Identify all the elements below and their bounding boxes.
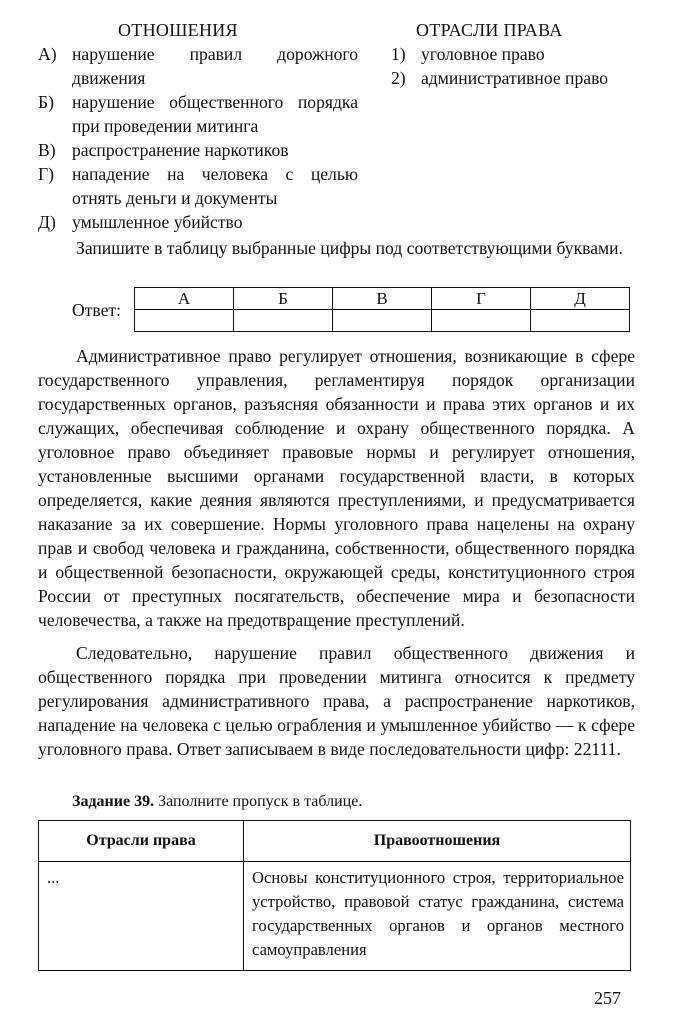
answer-value-cell [432, 310, 531, 332]
relation-label: А) [38, 44, 57, 64]
answer-header-row [135, 288, 630, 310]
branches-header: ОТРАСЛИ ПРАВА [416, 20, 563, 40]
answer-value-cell [531, 310, 630, 332]
relation-text: нападение на человека с целью отнять деньги и документы [72, 164, 358, 208]
branch-label: 1) [391, 44, 406, 64]
branch-item-2 [391, 66, 641, 90]
answer-value-cell [135, 310, 234, 332]
answer-header-cell: В [333, 288, 432, 310]
law-branches-table [38, 820, 631, 971]
relation-item-b [38, 90, 358, 138]
answer-header-cell: А [135, 288, 234, 310]
answer-table [134, 287, 630, 332]
answer-value-row [135, 310, 630, 332]
table-cell-blank: ... [39, 862, 244, 971]
relation-text: распространение наркотиков [72, 140, 289, 160]
branch-text: уголовное право [421, 44, 545, 64]
page-number: 257 [594, 988, 621, 1008]
relation-text: нарушение общественного порядка при проведении митинга [72, 92, 358, 136]
task-heading [72, 790, 362, 814]
table-header-cell: Отрасли права [39, 821, 244, 862]
conclusion-paragraph: Следовательно, нарушение правил общественного движения и общественного порядка при проведении митинга относится к предмету регулирования административного права, а распространение наркотиков, нападение на человека с целью ограбления и умышленное убийство — к сфере уголовного права. Ответ записываем в виде последовательности цифр: 22111. [38, 643, 635, 759]
explanation-paragraph: Административное право регулирует отношения, возникающие в сфере государственного управления, регламентируя порядок организации государственных органов, разъясняя обязанности и права этих органов и их служащих, обеспечивая соблюдение и охрану общественного порядка. А уголовное право объединяет правовые нормы и регулирует отношения, установленные высшими органами государственной власти, в которых определяется, какие деяния являются преступлениями, и предусматривается наказание за их совершение. Нормы уголовного права нацелены на охрану прав и свобод человека и гражданина, собственности, общественного порядка и общественной безопасности, окружающей среды, конституционного строя России от преступных посягательств, обеспечение мира и безопасности человечества, а также на предотвращение преступлений. [38, 346, 635, 630]
answer-value-cell [333, 310, 432, 332]
answer-header-cell: Б [234, 288, 333, 310]
table-cell: Основы конституционного строя, территориальное устройство, правовой статус гражданина, система государственных органов и органов местного самоуправления [244, 862, 631, 971]
branch-text: административное право [421, 68, 609, 88]
instruction-paragraph: Запишите в таблицу выбранные цифры под соответствующими буквами. [76, 238, 623, 258]
relation-text: умышленное убийство [72, 212, 243, 232]
task-title: Задание 39. [72, 793, 155, 810]
answer-label: Ответ: [72, 299, 121, 320]
relation-label: В) [38, 140, 56, 160]
answer-block [72, 287, 630, 332]
answer-header-cell: Д [531, 288, 630, 310]
table-header-row [39, 821, 631, 862]
relation-text: нарушение правил дорожного движения [72, 44, 358, 88]
relation-label: Б) [38, 92, 54, 112]
relations-list [38, 42, 358, 234]
relation-item-v [38, 138, 358, 162]
relations-header: ОТНОШЕНИЯ [118, 20, 238, 40]
branch-label: 2) [391, 68, 406, 88]
table-header-cell: Правоотношения [244, 821, 631, 862]
relation-item-a [38, 42, 358, 90]
relation-item-d [38, 210, 358, 234]
answer-header-cell: Г [432, 288, 531, 310]
branches-list [391, 42, 641, 90]
table-row [39, 862, 631, 971]
relation-label: Д) [38, 212, 56, 232]
branch-item-1 [391, 42, 641, 66]
task-text: Заполните пропуск в таблице. [158, 793, 363, 810]
answer-value-cell [234, 310, 333, 332]
relation-label: Г) [38, 164, 55, 184]
relation-item-g [38, 162, 358, 210]
